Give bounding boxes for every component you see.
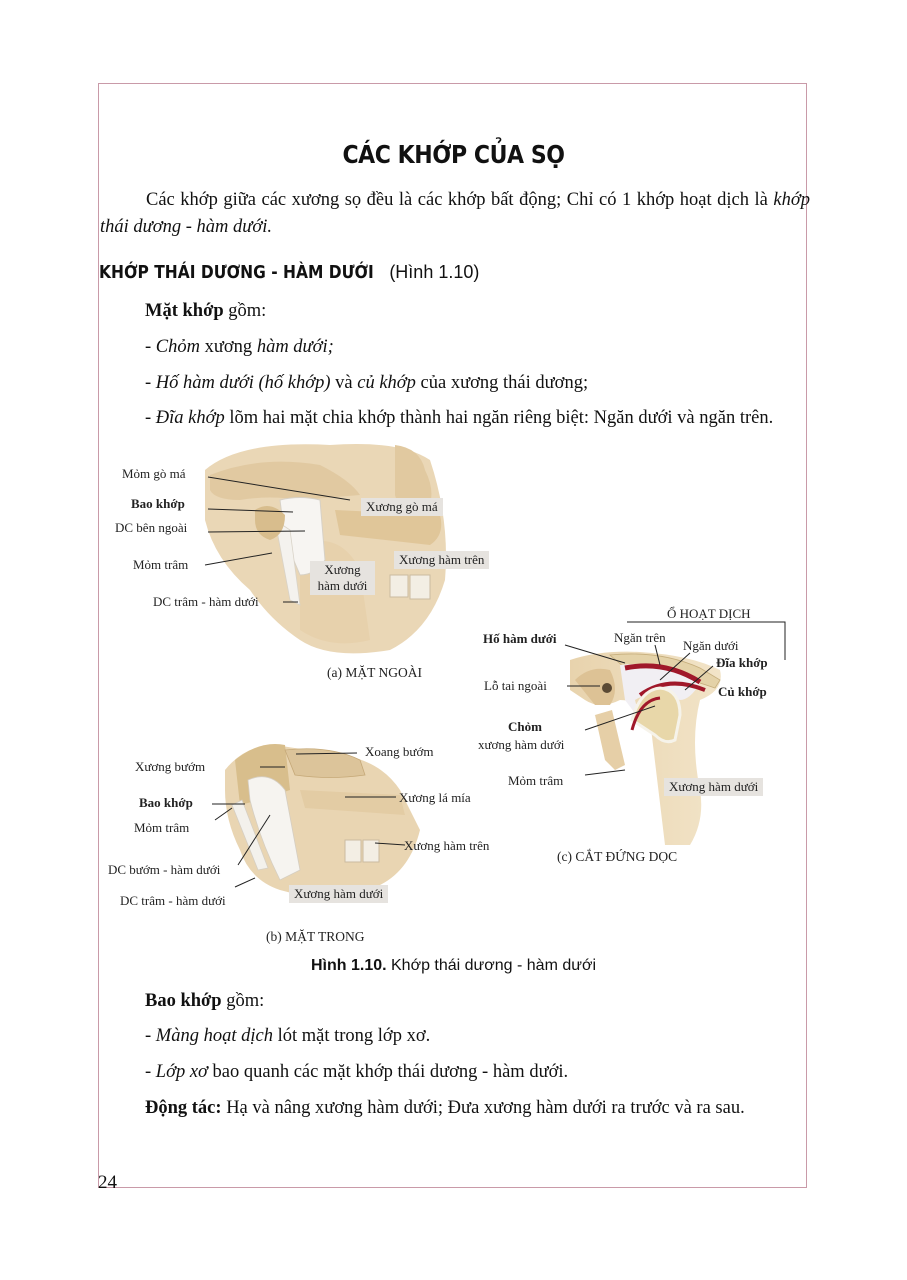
- figure-reference-link: (Hình 1.10): [389, 262, 480, 282]
- italic-term: Đĩa khớp: [155, 408, 225, 428]
- label-dia-khop: Đĩa khớp: [716, 655, 768, 670]
- italic-term: Hố hàm dưới (hố khớp): [155, 373, 331, 393]
- capsule-heading: [145, 988, 264, 1015]
- label-bao-khop: Bao khớp: [139, 795, 193, 810]
- dash: -: [145, 373, 156, 393]
- panel-b-caption: (b) MẶT TRONG: [266, 929, 365, 944]
- label-bao-khop: Bao khớp: [131, 496, 185, 511]
- label-mom-go-ma: Mỏm gò má: [122, 466, 186, 481]
- movement-text: Hạ và nâng xương hàm dưới; Đưa xương hàm dưới ra trước và ra sau.: [221, 1098, 745, 1118]
- label-xuong-ham-tren: Xương hàm trên: [404, 838, 490, 853]
- list-item: [145, 1023, 430, 1050]
- label-xoang-buom: Xoang bướm: [365, 744, 434, 759]
- capsule-rest: gồm:: [221, 991, 265, 1011]
- intro-text: Các khớp giữa các xương sọ đều là các khớp bất động; Chỉ có 1 khớp hoạt dịch là: [146, 190, 774, 210]
- label-dc-tram-ham-duoi: DC trâm - hàm dưới: [153, 594, 259, 609]
- panel-b-illustration: [212, 744, 420, 896]
- italic-term: Chỏm: [155, 337, 200, 357]
- text: xương: [200, 337, 257, 357]
- label-mom-tram: Mỏm trâm: [133, 557, 189, 572]
- italic-term: hàm dưới;: [256, 337, 334, 357]
- label-dc-tram-ham-duoi: DC trâm - hàm dưới: [120, 893, 226, 908]
- dash: -: [145, 1026, 156, 1046]
- label-o-hoat-dich: Ổ HOẠT DỊCH: [667, 606, 751, 621]
- panel-a-illustration: [205, 444, 446, 653]
- panel-a-caption: (a) MẶT NGOÀI: [327, 665, 422, 680]
- box-xuong-ham-tren: Xương hàm trên: [394, 551, 489, 569]
- label-xuong-ham-duoi: xương hàm dưới: [478, 737, 565, 752]
- intro-italic: khớp thái dương - hàm dưới.: [100, 190, 810, 237]
- section-heading-text: KHỚP THÁI DƯƠNG - HÀM DƯỚI: [99, 262, 374, 283]
- label-ho-ham-duoi: Hố hàm dưới: [483, 631, 557, 646]
- movement-label: Động tác:: [145, 1098, 222, 1118]
- page-title: CÁC KHỚP CỦA SỌ: [342, 140, 565, 169]
- label-mom-tram: Mỏm trâm: [508, 773, 564, 788]
- label-lo-tai-ngoai: Lỗ tai ngoài: [484, 678, 547, 693]
- figure-number: Hình 1.10.: [310, 957, 387, 974]
- box-xuong-ham-duoi: [310, 561, 375, 595]
- dash: -: [145, 1062, 156, 1082]
- label-xuong-la-mia: Xương lá mía: [399, 790, 471, 805]
- box-xuong-ham-duoi: Xương hàm dưới: [664, 778, 763, 796]
- list-item: [145, 1059, 568, 1086]
- box-line-2: hàm dưới: [317, 578, 368, 593]
- text: lõm hai mặt chia khớp thành hai ngăn riêng biệt: Ngăn dưới và ngăn trên.: [224, 408, 774, 428]
- italic-term: Màng hoạt dịch: [155, 1026, 273, 1046]
- label-dc-ben-ngoai: DC bên ngoài: [115, 520, 188, 535]
- label-ngan-tren: Ngăn trên: [614, 630, 666, 645]
- text: của xương thái dương;: [415, 373, 589, 393]
- label-mom-tram: Mỏm trâm: [134, 820, 190, 835]
- box-xuong-go-ma: Xương gò má: [361, 498, 443, 516]
- figure-title: Khớp thái dương - hàm dưới: [386, 957, 596, 974]
- capsule-label: Bao khớp: [145, 991, 222, 1011]
- movement-paragraph: [145, 1095, 745, 1122]
- label-ngan-duoi: Ngăn dưới: [683, 638, 739, 653]
- box-line-1: Xương: [324, 562, 361, 577]
- text: lót mặt trong lớp xơ.: [272, 1026, 431, 1046]
- label-cu-khop: Củ khớp: [718, 684, 767, 699]
- text: bao quanh các mặt khớp thái dương - hàm dưới.: [207, 1062, 569, 1082]
- dash: -: [145, 408, 156, 428]
- label-chom: Chỏm: [508, 719, 542, 734]
- joint-surface-rest: gồm:: [223, 301, 267, 321]
- box-xuong-ham-duoi: Xương hàm dưới: [289, 885, 388, 903]
- dash: -: [145, 337, 156, 357]
- label-dc-buom-ham-duoi: DC bướm - hàm dưới: [108, 862, 221, 877]
- figure-caption: [0, 957, 907, 975]
- panel-c-caption: (c) CẮT ĐỨNG DỌC: [557, 849, 678, 864]
- page-number: 24: [98, 1172, 117, 1193]
- label-xuong-buom: Xương bướm: [135, 759, 206, 774]
- text: và: [330, 373, 358, 393]
- italic-term: Lớp xơ: [155, 1062, 208, 1082]
- joint-surface-label: Mặt khớp: [145, 301, 224, 321]
- italic-term: củ khớp: [357, 373, 416, 393]
